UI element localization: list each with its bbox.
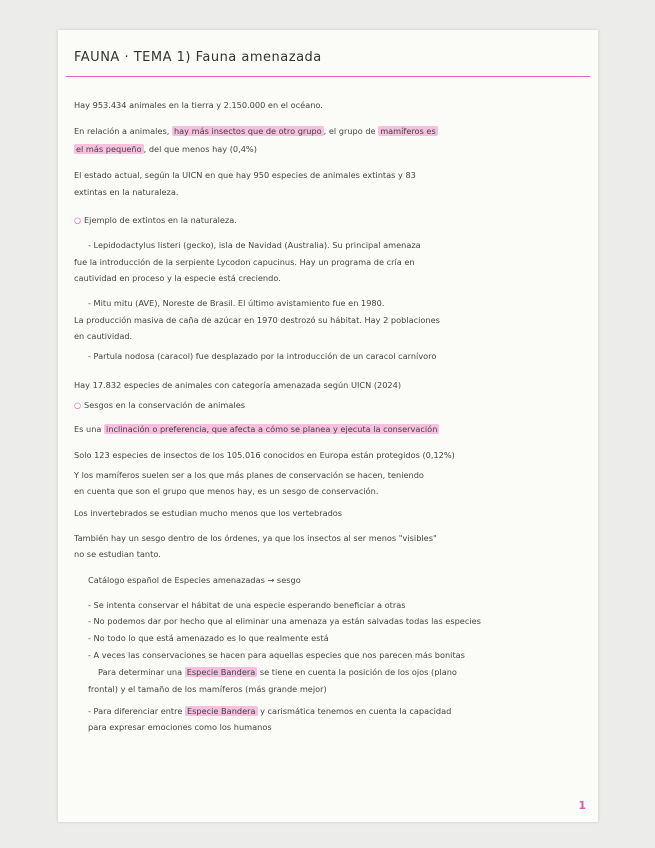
page-number: 1	[578, 799, 586, 812]
text-line: frontal) y el tamaño de los mamíferos (más grande mejor)	[88, 684, 327, 694]
highlight: hay más insectos que de otro grupo	[173, 126, 322, 136]
section-heading: ○ Ejemplo de extintos en la naturaleza.	[74, 215, 237, 225]
text-line: - Mitu mitu (AVE), Noreste de Brasil. El último avistamiento fue en 1980.	[88, 298, 385, 308]
highlight: Especie Bandera	[186, 706, 256, 716]
page-title: FAUNA · TEMA 1) Fauna amenazada	[74, 50, 322, 65]
text-line: - Se intenta conservar el hábitat de una especie esperando beneficiar a otras	[88, 600, 406, 610]
text-line: en cautividad.	[74, 331, 133, 341]
text-line: Para determinar una Especie Bandera se tiene en cuenta la posición de los ojos (plano	[98, 667, 457, 677]
notebook-page	[58, 30, 598, 822]
text-line: - Partula nodosa (caracol) fue desplazado por la introducción de un caracol carnívoro	[88, 351, 437, 361]
text-line: Catálogo español de Especies amenazadas → sesgo	[88, 575, 301, 585]
text-line: Hay 17.832 especies de animales con categoría amenazada según UICN (2024)	[74, 380, 402, 390]
text-line: fue la introducción de la serpiente Lycodon capucinus. Hay un programa de cría en	[74, 257, 415, 267]
text-line: - Lepidodactylus listeri (gecko), isla de Navidad (Australia). Su principal amenaza	[88, 240, 421, 250]
text-line: para expresar emociones como los humanos	[88, 722, 272, 732]
text-line: La producción masiva de caña de azúcar en 1970 destrozó su hábitat. Hay 2 poblaciones	[74, 315, 440, 325]
text-line: También hay un sesgo dentro de los órdenes, ya que los insectos al ser menos "visibles"	[74, 533, 437, 543]
circle-bullet-icon: ○	[74, 215, 84, 225]
text-line: extintas en la naturaleza.	[74, 187, 179, 197]
text-line: Los invertebrados se estudian mucho menos que los vertebrados	[74, 508, 343, 518]
highlight: mamíferos es	[380, 126, 436, 136]
text-line: - Para diferenciar entre Especie Bandera y carismática tenemos en cuenta la capacidad	[88, 706, 452, 716]
text-line: En relación a animales, hay más insectos que de otro grupo , el grupo de mamíferos es	[74, 126, 436, 136]
section-heading: ○ Sesgos en la conservación de animales	[74, 400, 245, 410]
text-line: Y los mamíferos suelen ser a los que más planes de conservación se hacen, teniendo	[74, 470, 424, 480]
title-underline	[66, 76, 590, 77]
highlight: Especie Bandera	[186, 667, 256, 677]
text-line: no se estudian tanto.	[74, 549, 161, 559]
text-line: el más pequeño , del que menos hay (0,4%)	[76, 144, 257, 154]
highlight: el más pequeño	[76, 144, 142, 154]
text-line: - No podemos dar por hecho que al eliminar una amenaza ya están salvadas todas las especies	[88, 616, 481, 626]
text-line: Es una inclinación o preferencia, que afecta a cómo se planea y ejecuta la conservación	[74, 424, 438, 434]
text-line: Solo 123 especies de insectos de los 105.016 conocidos en Europa están protegidos (0,12%)	[74, 450, 455, 460]
text-line: en cuenta que son el grupo que menos hay, es un sesgo de conservación.	[74, 486, 379, 496]
text-line: cautividad en proceso y la especie está creciendo.	[74, 273, 281, 283]
text-line: El estado actual, según la UICN en que hay 950 especies de animales extintas y 83	[74, 170, 416, 180]
highlight: inclinación o preferencia, que afecta a cómo se planea y ejecuta la conservación	[106, 424, 438, 434]
circle-bullet-icon: ○	[74, 400, 84, 410]
text-line: - A veces las conservaciones se hacen para aquellas especies que nos parecen más bonitas	[88, 650, 465, 660]
text-line: - No todo lo que está amenazado es lo que realmente está	[88, 633, 329, 643]
text-line: Hay 953.434 animales en la tierra y 2.150.000 en el océano.	[74, 100, 323, 110]
